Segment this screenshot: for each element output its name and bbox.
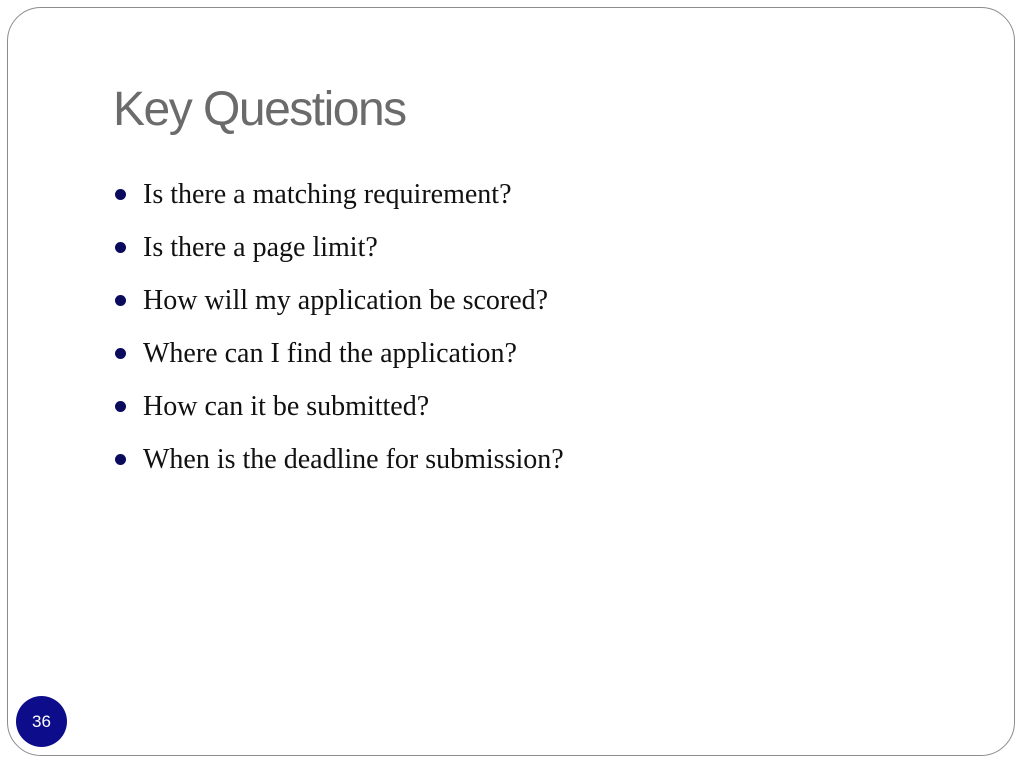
bullet-item [113, 221, 564, 274]
bullet-marker-icon [115, 242, 126, 253]
bullet-item [113, 274, 564, 327]
bullet-list [113, 168, 564, 486]
bullet-marker-icon [115, 401, 126, 412]
bullet-marker-icon [115, 295, 126, 306]
bullet-text: Is there a matching requirement? [143, 178, 512, 210]
bullet-text: How will my application be scored? [143, 284, 549, 316]
bullet-text: Is there a page limit? [143, 231, 378, 263]
bullet-item [113, 327, 564, 380]
bullet-marker-icon [115, 348, 126, 359]
bullet-marker-icon [115, 189, 126, 200]
bullet-marker-icon [115, 454, 126, 465]
bullet-item [113, 433, 564, 486]
slide-title: Key Questions [113, 83, 406, 136]
bullet-text: Where can I find the application? [143, 337, 517, 369]
page-number-badge: 36 [16, 696, 67, 747]
bullet-item [113, 168, 564, 221]
bullet-text: How can it be submitted? [143, 390, 430, 422]
bullet-item [113, 380, 564, 433]
bullet-text: When is the deadline for submission? [143, 443, 564, 475]
